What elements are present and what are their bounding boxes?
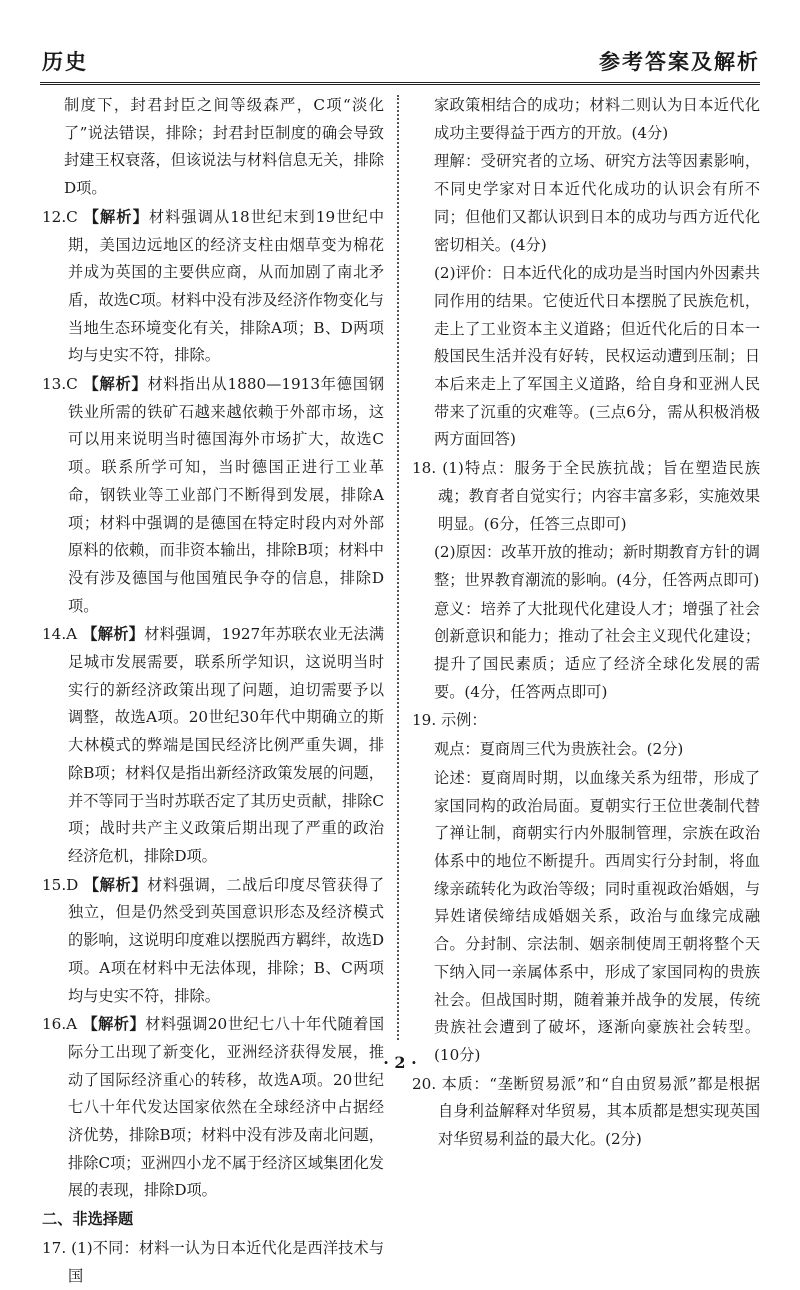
right-paragraph — [412, 1071, 760, 1154]
paragraph-text: 材料强调，二战后印度尽管获得了独立，但是仍然受到英国意识形态及经济模式的影响，这说明印度难以摆脱西方羁绊，故选D项。A项在材料中无法体现，排除；B、C两项均与史实不符，排除。 — [68, 875, 385, 1005]
paragraph-text: 本质：“垄断贸易派”和“自由贸易派”都是根据自身利益解释对华贸易，其本质都是想实现英国对华贸易利益的最大化。(2分) — [438, 1074, 761, 1149]
paragraph-text: 家政策相结合的成功；材料二则认为日本近代化成功主要得益于西方的开放。(4分) — [434, 96, 760, 142]
question-number: 12.C — [42, 207, 78, 226]
paragraph-text: 制度下，封君封臣之间等级森严，C项“淡化了”说法错误，排除；封君封臣制度的确会导致封建王权衰落，但该说法与材料信息无关，排除D项。 — [64, 96, 384, 198]
right-paragraph — [412, 539, 760, 594]
question-number: 14.A — [42, 625, 78, 644]
question-number: 20. — [412, 1074, 437, 1093]
right-column — [412, 92, 761, 1149]
question-number: 17. — [42, 1238, 67, 1257]
header-title: 参考答案及解析 — [599, 49, 760, 74]
right-paragraph — [412, 148, 760, 259]
right-paragraph — [412, 765, 760, 1070]
left-paragraph — [42, 872, 384, 1011]
paragraph-text: (1)特点：服务于全民族抗战；旨在塑造民族魂；教育者自觉实行；内容丰富多彩，实施效果明显。(6分，任答三点即可) — [438, 459, 761, 533]
subject-label: 历史 — [42, 49, 88, 74]
paragraph-text: 论述：夏商周时期，以血缘关系为纽带，形成了家国同构的政治局面。夏朝实行王位世袭制代替了禅让制，商朝实行内外服制管理，宗族在政治体系中的地位不断提升。西周实行分封制，将血缘亲疏转化为政治等级；同时重视政治婚姻，与异姓诸侯缔结成婚姻关系，政治与血缘完成融合。分封制、宗法制、姻亲制使周王朝将整个天下纳入同一亲属体系中，形成了家国同构的贵族社会。但战国时期，随着兼并战争的发展，传统贵族社会遭到了破坏，逐渐向豪族社会转型。(10分) — [434, 768, 760, 1064]
question-number: 16.A — [42, 1015, 78, 1034]
paragraph-text: (1)不同：材料一认为日本近代化是西洋技术与国 — [68, 1238, 385, 1285]
page-header — [40, 42, 760, 85]
analysis-tag: 【解析】 — [83, 875, 148, 894]
paragraph-text: (2)原因：改革开放的推动；新时期教育方针的调整；世界教育潮流的影响。(4分，任答两点即可) — [434, 543, 760, 589]
page-number: · 2 · — [383, 1053, 417, 1072]
left-paragraph — [42, 1011, 384, 1205]
right-paragraph — [412, 707, 760, 735]
analysis-tag: 【解析】 — [83, 207, 149, 226]
right-paragraph — [412, 455, 760, 538]
right-paragraph — [412, 596, 760, 707]
paragraph-text: 材料指出从1880—1913年德国钢铁业所需的铁矿石越来越依赖于外部市场，这可以用来说明当时德国海外市场扩大，故选C项。联系所学可知，当时德国正进行工业革命，钢铁业等工业部门不断得到发展，排除A项；材料中强调的是德国在特定时段内对外部原料的依赖，而非资本输出，排除B项；材料中没有涉及德国与他国殖民争夺的信息，排除D项。 — [68, 375, 385, 615]
paragraph-text: 材料强调从18世纪末到19世纪中期，美国边远地区的经济支柱由烟草变为棉花并成为英国的主要供应商，从而加剧了南北矛盾，故选C项。材料中没有涉及经济作物变化与当地生态环境变化有关，排除A项；B、D两项均与史实不符，排除。 — [68, 207, 385, 365]
right-paragraph — [412, 92, 760, 147]
left-paragraph — [42, 1206, 384, 1234]
left-column — [42, 92, 385, 1285]
paragraph-text: 材料强调，1927年苏联农业无法满足城市发展需要，联系所学知识，这说明当时实行的新经济政策出现了问题，迫切需要予以调整，故选A项。20世纪30年代中期确立的斯大林模式的弊端是国民经济比例严重失调，排除B项；材料仅是指出新经济政策发展的问题，并不等同于当时苏联否定了其历史贡献，排除C项；战时共产主义政策后期出现了严重的政治经济危机，排除D项。 — [68, 625, 385, 865]
column-divider — [397, 95, 399, 1040]
paragraph-text: 意义：培养了大批现代化建设人才；增强了社会创新意识和能力；推动了社会主义现代化建设；提升了国民素质；适应了经济全球化发展的需要。(4分，任答两点即可) — [434, 599, 760, 701]
paragraph-text: 材料强调20世纪七八十年代随着国际分工出现了新变化，亚洲经济获得发展，推动了国际经济重心的转移，故选A项。20世纪七八十年代发达国家依然在全球经济中占据经济优势，排除B项；材料中没有涉及南北问题，排除C项；亚洲四小龙不属于经济区域集团化发展的表现，排除D项。 — [68, 1015, 385, 1200]
question-number: 19. — [412, 711, 437, 730]
paragraph-text: (2)评价：日本近代化的成功是当时国内外因素共同作用的结果。它使近代日本摆脱了民族危机，走上了工业资本主义道路；但近代化后的日本一般国民生活并没有好转，民权运动遭到压制；日本后来走上了军国主义道路，给自身和亚洲人民带来了沉重的灾难等。(三点6分，需从积极消极两方面回答) — [434, 264, 760, 449]
left-paragraph — [42, 371, 384, 620]
analysis-tag: 【解析】 — [83, 375, 148, 394]
right-paragraph — [412, 736, 760, 764]
question-number: 18. — [412, 459, 437, 478]
paragraph-text: 理解：受研究者的立场、研究方法等因素影响，不同史学家对日本近代化成功的认识会有所不同；但他们又都认识到日本的成功与西方近代化密切相关。(4分) — [434, 152, 760, 254]
question-number: 13.C — [42, 375, 78, 394]
left-paragraph — [42, 92, 384, 203]
question-number: 15.D — [42, 875, 79, 894]
left-paragraph — [42, 1235, 384, 1290]
analysis-tag: 【解析】 — [82, 625, 145, 644]
right-paragraph — [412, 260, 760, 454]
left-paragraph — [42, 621, 384, 870]
paragraph-text: 观点：夏商周三代为贵族社会。(2分) — [434, 740, 684, 759]
paragraph-text: 示例： — [440, 711, 487, 730]
paragraph-text: 二、非选择题 — [42, 1210, 134, 1229]
analysis-tag: 【解析】 — [82, 1015, 146, 1034]
left-paragraph — [42, 204, 384, 370]
